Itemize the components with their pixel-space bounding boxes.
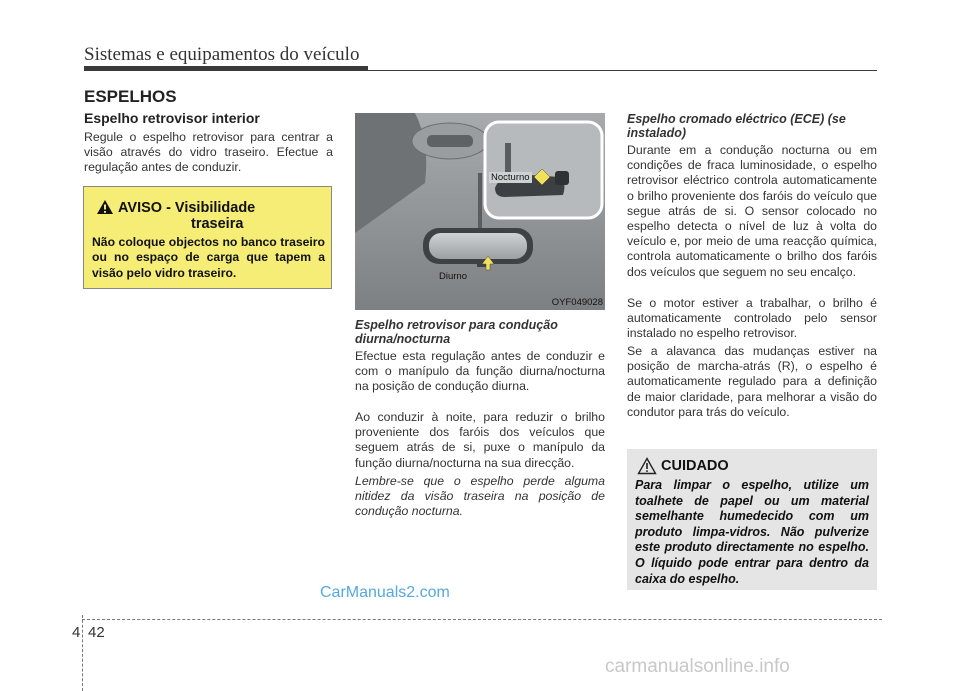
middle-paragraph-2: Ao conduzir à noite, para reduzir o brilho proveniente dos faróis dos veículos que seguem atrás de si, puxe o manípulo da função diurna/nocturna na sua direcção. xyxy=(355,410,605,470)
warning-body: Não coloque objectos no banco traseiro ou no espaço de carga que tapem a visão pelo vidro traseiro. xyxy=(92,235,325,280)
caution-body: Para limpar o espelho, utilize um toalhete de papel ou um material semelhante humedecido com um produto limpa-vidros. Não pulverize este produto directamente no espelho. O líquido pode entrar para dentro da caixa do espelho. xyxy=(635,478,869,586)
footer-rule xyxy=(82,619,882,620)
chapter-number: 4 xyxy=(72,624,81,641)
caution-box xyxy=(627,449,877,590)
mirror-figure xyxy=(355,113,605,310)
header-title: Sistemas e equipamentos do veículo xyxy=(84,44,360,65)
middle-paragraph-3: Lembre-se que o espelho perde alguma nitidez da visão traseira na posição de condução nocturna. xyxy=(355,474,605,519)
right-subheading: Espelho cromado eléctrico (ECE) (se instalado) xyxy=(627,112,846,140)
middle-paragraph-1: Efectue esta regulação antes de conduzir e com o manípulo da função diurna/nocturna na posição de condução diurna. xyxy=(355,349,605,394)
left-heading: Espelho retrovisor interior xyxy=(84,110,260,126)
caution-title: CUIDADO xyxy=(661,458,729,474)
header-rule xyxy=(368,70,877,71)
section-title: ESPELHOS xyxy=(84,87,177,106)
header-bar xyxy=(84,66,368,71)
page-number-divider xyxy=(82,615,83,691)
page-number: 42 xyxy=(88,624,105,641)
mirror-illustration xyxy=(355,113,605,310)
footer-watermark: carmanualsonline.info xyxy=(605,656,790,677)
left-intro: Regule o espelho retrovisor para centrar a visão através do vidro traseiro. Efectue a regulação antes de conduzir. xyxy=(84,130,333,175)
night-label: Nocturno xyxy=(491,172,530,183)
warning-title: AVISO - Visibilidade xyxy=(118,200,256,216)
right-paragraph-1: Durante em a condução nocturna ou em condições de fraca luminosidade, o espelho retrovisor eléctrico controla automaticamente o brilho proveniente dos faróis do veículo que segue atrás de si. O sensor colocado no espelho detecta o nível de luz à volta do veículo e, por meio de uma reacção química, controla automaticamente o brilho dos faróis dos veículos que seguem no seu encalço. xyxy=(627,143,877,279)
caution-icon xyxy=(637,457,657,475)
right-paragraph-3: Se a alavanca das mudanças estiver na posição de marcha-atrás (R), o espelho é automaticamente regulado para a definição de maior claridade, para melhorar a visão do condutor para trás do veículo. xyxy=(627,344,877,419)
figure-code: OYF049028 xyxy=(551,297,603,308)
watermark-link[interactable]: CarManuals2.com xyxy=(320,584,450,601)
warning-box xyxy=(83,186,332,289)
warning-title-2: traseira xyxy=(191,216,244,232)
middle-subheading: Espelho retrovisor para condução diurna/nocturna xyxy=(355,318,558,346)
right-paragraph-2: Se o motor estiver a trabalhar, o brilho é automaticamente controlado pelo sensor instalado no espelho retrovisor. xyxy=(627,296,877,341)
warning-icon xyxy=(96,199,114,215)
day-label: Diurno xyxy=(439,271,467,282)
